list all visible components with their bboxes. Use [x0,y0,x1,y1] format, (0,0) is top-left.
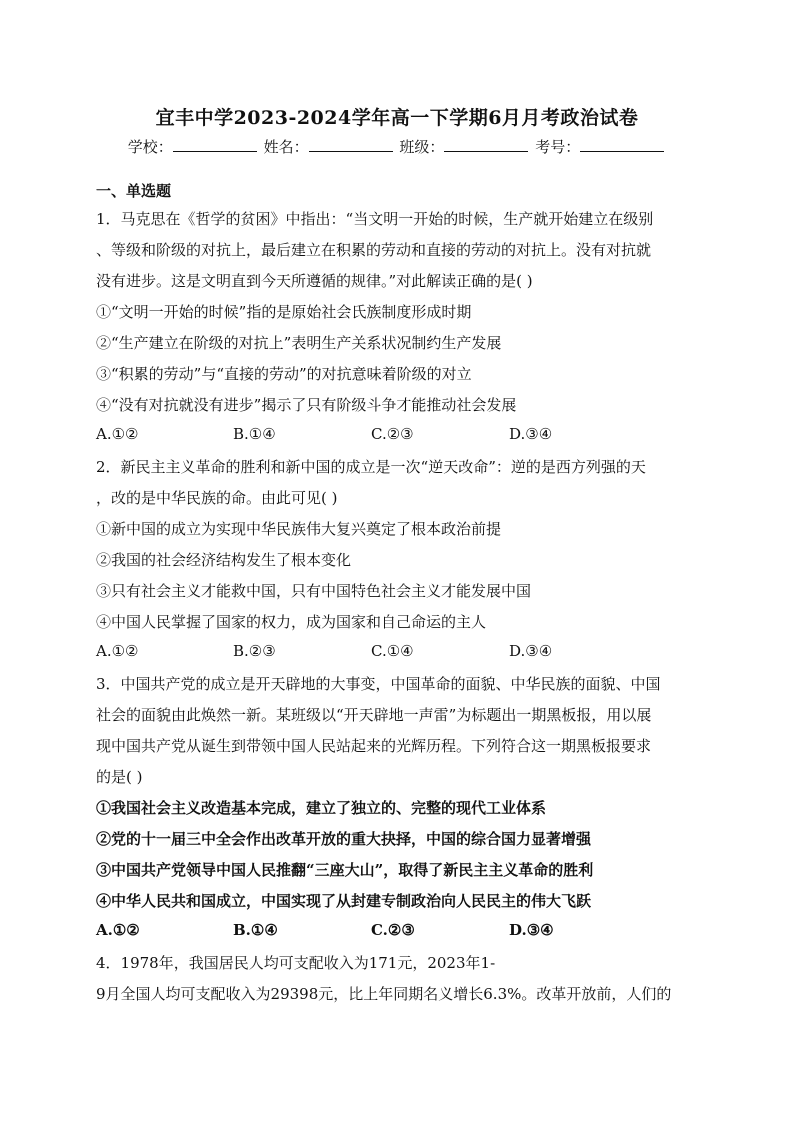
q1-stem-line: 1．马克思在《哲学的贫困》中指出：“当文明一开始的时候，生产就开始建立在级别 [96,210,654,228]
q2-item: ①新中国的成立为实现中华民族伟大复兴奠定了根本政治前提 [96,520,502,538]
number-label: 考号： [535,138,581,156]
q1-stem-line: 、等级和阶级的对抗上，最后建立在积累的劳动和直接的劳动的对抗上。没有对抗就 [96,241,652,259]
exam-title: 宜丰中学2023-2024学年高一下学期6月月考政治试卷 [155,107,639,129]
q2-option-b[interactable]: B.②③ [233,642,276,660]
section-heading: 一、单选题 [96,182,172,200]
q1-options [96,425,696,445]
q1-item: ①“文明一开始的时候”指的是原始社会氏族制度形成时期 [96,303,472,321]
q1-option-b[interactable]: B.①④ [233,425,276,443]
q3-stem-line: 社会的面貌由此焕然一新。某班级以“开天辟地一声雷”为标题出一期黑板报，用以展 [96,706,652,724]
q1-option-d[interactable]: D.③④ [509,425,553,443]
q3-stem-line: 现中国共产党从诞生到带领中国人民站起来的光辉历程。下列符合这一期黑板报要求 [96,737,652,755]
q1-option-a[interactable]: A.①② [96,425,139,443]
school-label: 学校： [127,138,173,156]
class-label: 班级： [399,138,445,156]
q1-item: ④“没有对抗就没有进步”揭示了只有阶级斗争才能推动社会发展 [96,396,517,414]
q3-option-c[interactable]: C.②③ [371,921,415,939]
q3-item: ③中国共产党领导中国人民推翻“三座大山”，取得了新民主主义革命的胜利 [96,861,594,879]
q1-stem-line: 没有进步。这是文明直到今天所遵循的规律。”对此解读正确的是( ) [96,272,533,290]
q2-item: ③只有社会主义才能救中国，只有中国特色社会主义才能发展中国 [96,582,532,600]
q4-stem-line: 9月全国人均可支配收入为29398元，比上年同期名义增长6.3%。改革开放前，人们的 [96,985,672,1003]
q2-stem-line: ，改的是中华民族的命。由此可见( ) [96,489,338,507]
q3-item: ④中华人民共和国成立，中国实现了从封建专制政治向人民民主的伟大飞跃 [96,892,592,910]
q1-item: ③“积累的劳动”与“直接的劳动”的对抗意味着阶级的对立 [96,365,472,383]
q3-item: ①我国社会主义改造基本完成，建立了独立的、完整的现代工业体系 [96,799,547,817]
q3-stem-line: 3．中国共产党的成立是开天辟地的大事变，中国革命的面貌、中华民族的面貌、中国 [96,675,661,693]
q3-option-b[interactable]: B.①④ [233,921,278,939]
name-blank[interactable] [309,137,393,152]
q2-option-d[interactable]: D.③④ [509,642,553,660]
name-label: 姓名： [263,138,309,156]
q3-options [96,921,696,941]
q3-option-d[interactable]: D.③④ [509,921,554,939]
q1-option-c[interactable]: C.②③ [371,425,414,443]
q2-options [96,642,696,662]
q1-item: ②“生产建立在阶级的对抗上”表明生产关系状况制约生产发展 [96,334,502,352]
q3-stem-line: 的是( ) [96,768,143,786]
q2-option-c[interactable]: C.①④ [371,642,414,660]
student-info-line [0,136,794,157]
number-blank[interactable] [580,137,664,152]
q2-option-a[interactable]: A.①② [96,642,139,660]
q3-item: ②党的十一届三中全会作出改革开放的重大抉择，中国的综合国力显著增强 [96,830,592,848]
class-blank[interactable] [444,137,528,152]
school-blank[interactable] [173,137,257,152]
q2-item: ④中国人民掌握了国家的权力，成为国家和自己命运的主人 [96,613,487,631]
q4-stem-line: 4．1978年，我国居民人均可支配收入为171元，2023年1- [96,954,496,972]
q2-item: ②我国的社会经济结构发生了根本变化 [96,551,352,569]
q2-stem-line: 2．新民主主义革命的胜利和新中国的成立是一次“逆天改命”：逆的是西方列强的天 [96,458,646,476]
q3-option-a[interactable]: A.①② [96,921,140,939]
